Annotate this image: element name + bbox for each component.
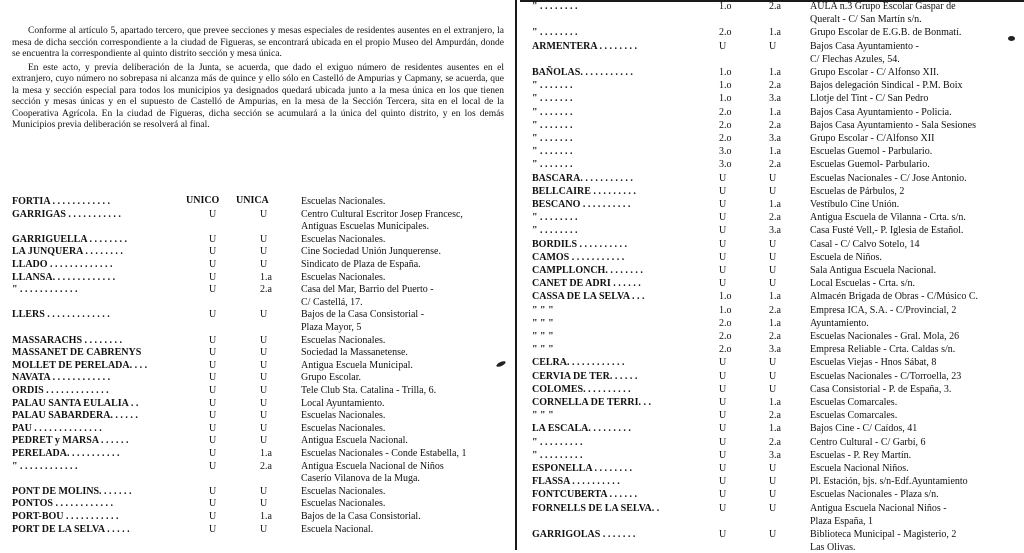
municipality-name: " " " [532, 304, 554, 316]
location-text: Escuelas Nacionales - C/Torroella, 23 [810, 370, 962, 382]
location-text: C/ Flechas Azules, 54. [810, 53, 900, 65]
section-value: U [719, 357, 727, 369]
location-text: Antigua Escuela Nacional Niños - [810, 502, 947, 514]
municipality-name: " . . . . . . . [532, 133, 573, 144]
section-value: U [209, 372, 217, 384]
municipality-name: " . . . . . . . . [532, 1, 578, 12]
table-value: U [769, 383, 777, 395]
table-value: 2.a [769, 436, 781, 448]
location-text: Bajos Cine - C/ Caídos, 41 [810, 423, 918, 435]
location-text: Escuelas Nacionales. [301, 422, 386, 434]
location-text: Grupo Escolar de E.G.B. de Bonmatí. [810, 27, 962, 39]
municipality-name: PALAU SANTA EULALIA . . [12, 397, 139, 409]
municipality-name: FORTIA . . . . . . . . . . . . [12, 196, 110, 207]
municipality-name: " " " [532, 344, 554, 356]
table-value: U [769, 238, 777, 250]
location-text: Escuelas Nacionales - Gral. Mola, 26 [810, 331, 960, 342]
location-text: Almacén Brigada de Obras - C/Músico C. [810, 291, 979, 303]
municipality-name: LA JUNQUERA . . . . . . . . [12, 246, 123, 258]
location-text: Escuelas Nacionales. [301, 196, 386, 207]
municipality-name: BAÑOLAS. . . . . . . . . . . [532, 67, 633, 78]
municipality-name: LLERS . . . . . . . . . . . . . [12, 309, 110, 321]
location-text: Escuelas Comarcales. [810, 397, 898, 408]
location-text: Casa Consistorial - P. de España, 3. [810, 383, 952, 395]
table-value: U [260, 208, 268, 220]
section-value: U [209, 246, 217, 258]
location-text: Bajos delegación Sindical - P.M. Boix [810, 80, 963, 92]
location-text: Escuelas Nacionales. [301, 410, 386, 422]
table-value: 1.a [769, 146, 781, 158]
municipality-name: BESCANO . . . . . . . . . . [532, 199, 631, 210]
location-text: Empresa ICA, S.A. - C/Provincial, 2 [810, 304, 957, 316]
table-value: 1.a [769, 397, 781, 408]
municipality-name: " . . . . . . . . . [532, 449, 583, 461]
location-text: Bajos Casa Ayuntamiento - Sala Sesiones [810, 119, 977, 131]
location-text: Caserío Vilanova de la Muga. [301, 473, 420, 485]
table-value: 2.a [769, 212, 781, 224]
table-value: U [260, 435, 268, 447]
section-value: U [209, 271, 217, 283]
location-text: Queralt - C/ San Martín s/n. [810, 14, 922, 26]
table-value: U [769, 476, 777, 488]
location-text: Casal - C/ Calvo Sotelo, 14 [810, 238, 920, 250]
table-value: 2.a [769, 331, 781, 342]
municipality-name: NAVATA . . . . . . . . . . . . [12, 372, 111, 384]
table-value: 1.a [769, 106, 781, 118]
table-value: U [769, 463, 777, 474]
location-text: Escuelas Nacionales. [301, 271, 386, 283]
section-value: 1.o [719, 93, 732, 105]
municipality-name: FLASSA . . . . . . . . . . [532, 476, 620, 488]
section-value: 1.o [719, 304, 732, 316]
municipality-name: BELLCAIRE . . . . . . . . . [532, 185, 636, 197]
section-value: U [209, 435, 217, 447]
section-value: U [209, 309, 217, 321]
section-value: U [209, 498, 217, 510]
table-value: 2.a [769, 1, 781, 12]
table-value: 3.a [769, 449, 781, 461]
section-value: U [209, 359, 217, 371]
table-value: U [769, 172, 777, 184]
location-text: Grupo Escolar. [301, 372, 361, 384]
municipality-name: ARMENTERA . . . . . . . . [532, 40, 638, 52]
municipality-name: CASSA DE LA SELVA . . . [532, 291, 645, 303]
table-value: U [769, 489, 777, 501]
municipality-name: CORNELLA DE TERRI. . . [532, 397, 652, 408]
table-value: U [260, 523, 268, 535]
municipality-name: PAU . . . . . . . . . . . . . . [12, 422, 102, 434]
table-value: 3.a [769, 133, 781, 144]
section-value: U [209, 347, 217, 359]
section-value: 2.o [719, 344, 732, 356]
table-value: U [260, 410, 268, 422]
municipality-name: " . . . . . . . . . [532, 436, 583, 448]
location-text: Escuelas de Párbulos, 2 [810, 185, 905, 197]
section-value: U [719, 265, 727, 276]
table-value: 3.a [769, 225, 781, 237]
table-value: 1.a [769, 67, 781, 78]
table-value: U [769, 251, 777, 263]
table-value: U [769, 502, 777, 514]
section-value: U [209, 334, 217, 346]
section-value: U [719, 463, 727, 474]
table-value: U [260, 385, 268, 396]
location-text: Vestíbulo Cine Unión. [810, 199, 900, 210]
section-value: 3.o [719, 146, 732, 158]
location-text: Escuelas Nacionales. [301, 485, 386, 497]
municipality-name: MASSARACHS . . . . . . . . [12, 334, 123, 346]
table-value: 1.a [260, 271, 272, 283]
table-value: 3.a [769, 93, 781, 105]
section-value: U [209, 208, 217, 220]
municipality-name: " " " [532, 317, 554, 329]
location-text: Bajos Casa Ayuntamiento - [810, 40, 919, 52]
table-value: U [260, 397, 268, 409]
section-value: U [719, 238, 727, 250]
municipality-name: LLANSA. . . . . . . . . . . . . [12, 271, 116, 283]
section-value: 2.o [719, 331, 732, 342]
table-value: U [769, 370, 777, 382]
location-text: Cine Sociedad Unión Junquerense. [301, 246, 441, 258]
municipality-name: PORT DE LA SELVA . . . . . [12, 523, 130, 535]
location-text: Escuelas - P. Rey Martín. [810, 449, 912, 461]
municipality-name: BORDILS . . . . . . . . . . [532, 238, 628, 250]
table-value: 3.a [769, 344, 781, 356]
section-value: U [719, 225, 727, 237]
section-value: U [719, 502, 727, 514]
municipality-name: GARRIGOLAS . . . . . . . [532, 529, 636, 540]
location-text: Llotje del Tint - C/ San Pedro [810, 93, 929, 105]
section-value: 2.o [719, 133, 732, 144]
municipality-name: LA ESCALA. . . . . . . . . [532, 423, 631, 435]
municipality-name: COLOMES. . . . . . . . . . [532, 383, 631, 395]
municipality-name: ESPONELLA . . . . . . . . [532, 463, 633, 474]
section-value: U [209, 523, 217, 535]
municipality-name: CAMOS . . . . . . . . . . . [532, 251, 625, 263]
section-value: U [209, 448, 217, 459]
section-value: 3.o [719, 159, 732, 171]
location-text: Casa Fusté Vell,- P. Iglesia de Estañol. [810, 225, 964, 237]
location-text: Local Ayuntamiento. [301, 397, 385, 409]
location-text: Sociedad la Massanetense. [301, 347, 408, 359]
table-value: 2.a [769, 410, 781, 422]
section-value: 1.o [719, 67, 732, 78]
section-value: U [719, 423, 727, 435]
table-value: U [260, 372, 268, 384]
municipality-name: GARRIGUELLA . . . . . . . . [12, 233, 128, 245]
table-value: 2.a [769, 80, 781, 92]
location-text: Bajos de la Casa Consistorial - [301, 309, 425, 321]
section-value: U [719, 212, 727, 224]
intro-paragraph: En este acto, y previa deliberación de la Junta, se acuerda, que dado el exiguo número de residentes ausentes en el extranjero, cuyo número no sobrepasa ni alcanza más de quince y ello sólo en Castelló de Ampurias y Capmany, se acuerda, que la mesa y sección especial para todos los municipios ya designados quedará ubicada junto a la mesa única en los que tienen sección y mesas únicas y en el supuesto de Castelló de Ampurias, en la mesa de la Sección Tercera, sita en el local de la Cooperativa Agrícola. En la ciudad de Figueras, dicha sección se acumulará a la única del quinto distrito, y en los demás Municipios previa deliberación se resolverá al final. [12, 62, 504, 130]
section-value: 1.o [719, 80, 732, 92]
table-value: U [260, 359, 268, 371]
column-divider [515, 0, 517, 550]
location-text: Local Escuelas - Crta. s/n. [810, 278, 915, 290]
municipality-name: CANET DE ADRI . . . . . . [532, 278, 641, 290]
section-value: U [209, 233, 217, 245]
location-text: Bajos de la Casa Consistorial. [301, 511, 421, 522]
municipality-name: " . . . . . . . . . . . . [12, 460, 78, 472]
location-text: Tele Club Sta. Catalina - Trilla, 6. [301, 385, 437, 396]
table-value: U [260, 498, 268, 510]
table-value: U [769, 278, 777, 290]
municipality-name: " . . . . . . . . [532, 27, 578, 39]
table-value: 2.a [260, 460, 272, 472]
table-value: 1.a [260, 511, 272, 522]
table-value: 1.a [769, 291, 781, 303]
location-text: AULA n.3 Grupo Escolar Gaspar de [810, 1, 956, 12]
location-text: Escuela Nacional. [301, 523, 374, 535]
location-text: Escuelas Nacionales. [301, 233, 386, 245]
location-text: Bajos Casa Ayuntamiento - Policia. [810, 106, 952, 118]
municipality-name: ORDIS . . . . . . . . . . . . . [12, 385, 109, 396]
section-value: 1.o [719, 291, 732, 303]
section-value: U [209, 397, 217, 409]
section-value: U [719, 40, 727, 52]
municipality-name: MASSANET DE CABRENYS [12, 347, 142, 359]
municipality-name: BASCARA. . . . . . . . . . . [532, 172, 633, 184]
location-text: Escuelas Nacionales - Plaza s/n. [810, 489, 939, 501]
table-value: 2.a [769, 119, 781, 131]
location-text: Antigua Escuela de Vilanna - Crta. s/n. [810, 212, 966, 224]
location-text: Escuelas Guemol - Parbulario. [810, 146, 933, 158]
table-value: U [769, 357, 777, 369]
table-value: U [769, 185, 777, 197]
section-value: U [209, 385, 217, 396]
section-value: U [719, 251, 727, 263]
location-text: Escuelas Comarcales. [810, 410, 898, 422]
table-value: 1.a [769, 199, 781, 210]
table-value: 2.a [769, 159, 781, 171]
section-value: 2.o [719, 317, 732, 329]
location-text: Escuelas Nacionales - C/ Jose Antonio. [810, 172, 967, 184]
location-text: Pl. Estación, bjs. s/n-Edf.Ayuntamiento [810, 476, 968, 488]
municipality-name: " . . . . . . . . [532, 212, 578, 224]
section-value: U [719, 185, 727, 197]
table-value: U [769, 265, 777, 276]
location-text: Escuela de Niños. [810, 251, 882, 263]
section-value: U [719, 397, 727, 408]
municipality-name: " . . . . . . . [532, 80, 573, 92]
municipality-name: PALAU SABARDERA. . . . . . [12, 410, 138, 422]
municipality-name: " . . . . . . . [532, 93, 573, 105]
section-value: U [719, 410, 727, 422]
location-text: Biblioteca Municipal - Magisterio, 2 [810, 529, 957, 540]
municipality-name: " . . . . . . . [532, 159, 573, 171]
section-value: 2.o [719, 119, 732, 131]
location-text: Antiguas Escuelas Municipales. [301, 221, 430, 233]
municipality-name: CAMPLLONCH. . . . . . . . [532, 265, 643, 276]
table-value: 2.a [260, 284, 272, 296]
location-text: Ayuntamiento. [810, 317, 869, 329]
section-value: U [209, 460, 217, 472]
municipality-name: " . . . . . . . . [532, 225, 578, 237]
section-value: U [209, 485, 217, 497]
location-text: Sala Antigua Escuela Nacional. [810, 265, 937, 276]
section-value: U [719, 489, 727, 501]
column-header-seccion: UNICO [186, 195, 220, 206]
municipality-name: " . . . . . . . [532, 106, 573, 118]
ink-spot [496, 360, 507, 368]
section-value: U [209, 410, 217, 422]
table-value: U [260, 334, 268, 346]
table-value: U [260, 485, 268, 497]
section-value: U [719, 199, 727, 210]
ink-spot [1008, 36, 1015, 41]
table-value: U [260, 309, 268, 321]
location-text: Casa del Mar, Barrio del Puerto - [301, 284, 434, 296]
table-value: 2.a [769, 304, 781, 316]
location-text: Plaza Mayor, 5 [301, 322, 362, 333]
intro-paragraph: Conforme al artículo 5, apartado tercero, que prevee secciones y mesas especiales de residentes ausentes en el extranjero, la mesa de dicha sección correspondiente a la ciudad de Figueras, se encontrará ubicada en el propio Museo del Ampurdán, donde se encuentra la correspondiente al quinto distrito sección y mesa única. [12, 26, 504, 59]
section-value: U [719, 476, 727, 488]
municipality-name: " . . . . . . . [532, 119, 573, 131]
municipality-name: GARRIGAS . . . . . . . . . . . [12, 208, 121, 220]
location-text: Antigua Escuela Nacional de Niños [301, 460, 444, 472]
municipality-name: CELRA. . . . . . . . . . . . [532, 357, 625, 369]
table-value: 1.a [260, 448, 272, 459]
section-value: 2.o [719, 27, 732, 39]
location-text: Sindicato de Plaza de España. [301, 259, 421, 270]
table-value: U [260, 246, 268, 258]
section-value: U [719, 278, 727, 290]
table-value: U [260, 347, 268, 359]
location-text: Plaza España, 1 [810, 515, 874, 527]
location-text: Grupo Escolar - C/Alfonso XII [810, 133, 935, 144]
location-text: Antigua Escuela Municipal. [301, 359, 413, 371]
municipality-name: PONT DE MOLINS. . . . . . . [12, 485, 132, 497]
section-value: U [719, 383, 727, 395]
table-value: 1.a [769, 423, 781, 435]
section-value: U [209, 422, 217, 434]
location-text: Empresa Reliable - Crta. Caldas s/n. [810, 344, 956, 356]
municipality-name: " " " [532, 331, 554, 342]
municipality-name: FONTCUBERTA . . . . . . [532, 489, 638, 501]
table-value: 1.a [769, 27, 781, 39]
location-text: Escuelas Guemol- Parbulario. [810, 159, 930, 171]
location-text: C/ Castellá, 17. [301, 296, 363, 308]
section-value: U [209, 284, 217, 296]
table-value: U [769, 40, 777, 52]
section-value: U [719, 436, 727, 448]
section-value: 1.o [719, 1, 732, 12]
section-value: U [719, 529, 727, 540]
municipality-name: " " " [532, 410, 554, 422]
municipality-name: PONTOS . . . . . . . . . . . . [12, 498, 113, 510]
location-text: Escuelas Nacionales - Conde Estabella, 1 [301, 448, 467, 459]
location-text: Centro Cultural Escritor Josep Francesc, [301, 208, 463, 220]
municipality-name: PORT-BOU . . . . . . . . . . . [12, 511, 119, 522]
section-value: U [719, 449, 727, 461]
location-text: Escuela Nacional Niños. [810, 463, 909, 474]
municipality-name: MOLLET DE PERELADA. . . . [12, 359, 148, 371]
municipality-name: CERVIA DE TER. . . . . . [532, 370, 638, 382]
location-text: Escuelas Nacionales. [301, 498, 386, 510]
table-value: U [260, 233, 268, 245]
location-text: Escuelas Nacionales. [301, 334, 386, 346]
location-text: Escuelas Viejas - Hnos Sábat, 8 [810, 357, 937, 369]
location-text: Grupo Escolar - C/ Alfonso XII. [810, 67, 939, 78]
intro-text [12, 26, 504, 134]
section-value: 2.o [719, 106, 732, 118]
municipality-name: FORNELLS DE LA SELVA. . [532, 502, 660, 514]
location-text: Antigua Escuela Nacional. [301, 435, 408, 447]
table-value: U [769, 529, 777, 540]
municipality-name: PERELADA. . . . . . . . . . . [12, 448, 120, 459]
municipality-name: LLADO . . . . . . . . . . . . . [12, 259, 113, 270]
column-header-mesa: UNICA [236, 195, 269, 206]
municipality-name: " . . . . . . . . . . . . [12, 284, 78, 296]
section-value: U [209, 259, 217, 270]
table-value: U [260, 259, 268, 270]
municipality-name: " . . . . . . . [532, 146, 573, 158]
section-value: U [719, 370, 727, 382]
municipality-name: PEDRET y MARSA . . . . . . [12, 435, 129, 447]
section-value: U [719, 172, 727, 184]
table-value: U [260, 422, 268, 434]
section-value: U [209, 511, 217, 522]
location-text: Centro Cultural - C/ Garbí, 6 [810, 436, 926, 448]
table-value: 1.a [769, 317, 781, 329]
location-text: Las Olivas. [810, 542, 856, 553]
